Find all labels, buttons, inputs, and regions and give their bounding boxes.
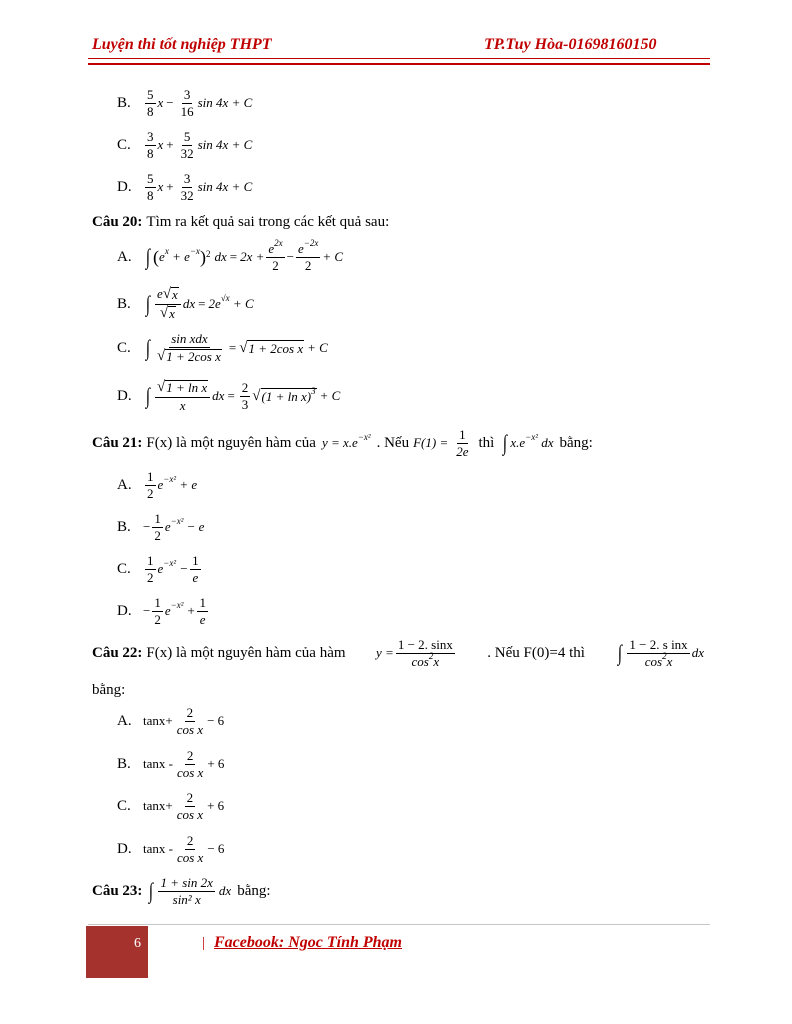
footer-separator: | <box>202 935 206 951</box>
footer-page-box <box>86 926 148 978</box>
footer-rule <box>88 924 710 925</box>
q23-stem: Câu 23: ∫ $\frac{1 + \sin 2x}{\text{sin² x}}$ dx bằng: <box>92 875 271 907</box>
q20-option-c: C. ∫ sin xdx √ 1 + 2cos x = √ 1 + 2cos x + C <box>117 331 328 364</box>
q20-option-d: D. ∫ √ 1 + ln x x dx = $\frac{2}{3}$ √ $(1 + \ln x)^3$ + C <box>117 379 341 413</box>
q22-option-a: A. tanx+ $\frac{2}{\text{cos x}}$ − 6 <box>117 705 225 737</box>
q21-option-b: B. − $\frac{1}{2}$ $e^{-x^2} - e$ <box>117 511 205 543</box>
question-text: Tìm ra kết quả sai trong các kết quả sau: <box>146 214 390 230</box>
q21-option-c: C. $\frac{1}{2}$ $e^{-x^2}$ − $\frac{1}{e}$ <box>117 553 199 585</box>
q22-stem-tail: bằng: <box>92 682 126 698</box>
q22-option-b: B. tanx - $\frac{2}{\text{cos x}}$ + 6 <box>117 748 225 780</box>
q21-option-d: D. − $\frac{1}{2}$ $e^{-x^2}$ + $\frac{1}{e}$ <box>117 595 206 627</box>
question-number: Câu 22: <box>92 644 143 661</box>
header-rule-thick <box>88 63 710 65</box>
header-rule-thin <box>88 58 710 59</box>
facebook-link[interactable]: Facebook: Ngoc Tính Phạm <box>214 934 402 951</box>
q19-option-d: D. $\frac{5}{8}$ x + $\frac{3}{32}$ sin 4x + C <box>117 171 253 203</box>
question-number: Câu 20: <box>92 214 143 230</box>
header-title: Luyện thi tốt nghiệp THPT <box>92 36 272 53</box>
q22-stem: Câu 22: F(x) là một nguyên hàm của hàm y = $\frac{1 - 2. \sin x}{\cos^2x}$ . Nếu F(0)=4 thì ∫ $\frac{\text{1 − 2. s inx}}{\cos^2x}$ dx <box>92 637 704 669</box>
q21-option-a: A. $\frac{1}{2}$ $e^{-x^2} + e$ <box>117 469 198 501</box>
q19-option-b: B. $\frac{5}{8}$ x − $\frac{3}{16}$ sin 4x + C <box>117 87 253 119</box>
q20-option-b: B. ∫ e √ x √ x dx = $2e^{√x} + C$ <box>117 286 254 321</box>
q19-option-c: C. $\frac{3}{8}$ x + $\frac{5}{32}$ sin 4x + C <box>117 129 253 161</box>
header-contact: TP.Tuy Hòa-01698160150 <box>484 36 657 53</box>
q22-option-c: C. tanx+ $\frac{2}{\text{cos x}}$ + 6 <box>117 790 225 822</box>
q20-stem <box>92 214 389 231</box>
question-number: Câu 21: <box>92 434 143 451</box>
question-number: Câu 23: <box>92 882 143 899</box>
q20-option-a: A. ∫ ( $e^x + e^{-x}$ ) $^2$ dx = 2x + $\frac{e^{2x}}{2}$ − $\frac{e^{-2x}}{2}$ + C <box>117 238 344 273</box>
page-number: 6 <box>134 936 141 951</box>
q22-option-d: D. tanx - $\frac{2}{\text{cos x}}$ − 6 <box>117 833 225 865</box>
q21-stem: Câu 21: F(x) là một nguyên hàm của $y = x.e^{-x^2}$ . Nếu F(1) = $\frac{1}{2e}$ thì ∫ $x.e^{-x^2}$ dx bằng: <box>92 427 593 459</box>
